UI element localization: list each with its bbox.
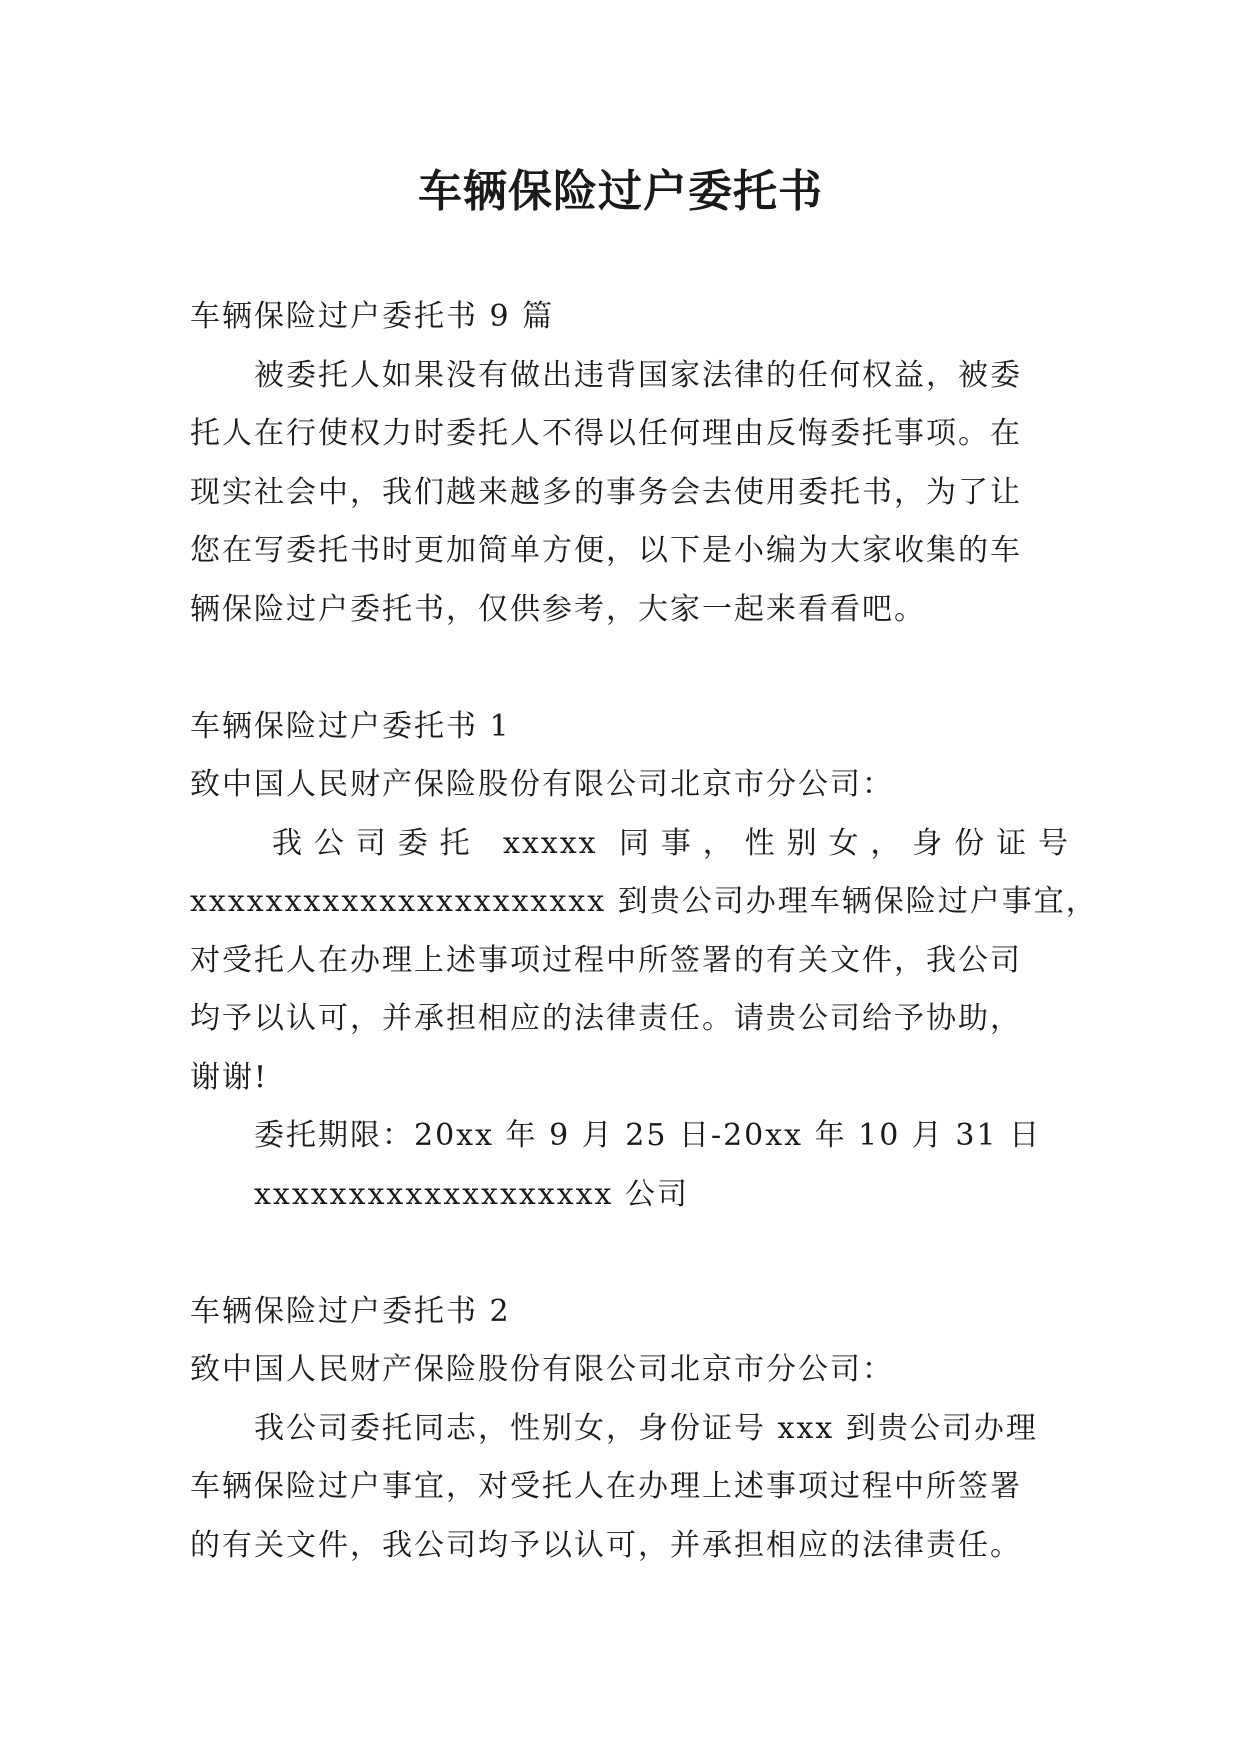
document-title: 车辆保险过户委托书 (418, 166, 823, 217)
document-body (190, 288, 1098, 1575)
section1-line: 谢谢! (190, 1059, 269, 1095)
section1-company: xxxxxxxxxxxxxxxxxxx 公司 (254, 1176, 689, 1212)
intro-line: 被委托人如果没有做出违背国家法律的任何权益，被委 (254, 357, 1022, 393)
section2-line: 我公司委托同志，性别女，身份证号 xxx 到贵公司办理 (254, 1410, 1038, 1446)
section2-heading: 车辆保险过户委托书 2 (190, 1293, 511, 1329)
spacer (190, 639, 1070, 698)
section1-line: 均予以认可，并承担相应的法律责任。请贵公司给予协助， (190, 1001, 1022, 1036)
section1-heading: 车辆保险过户委托书 1 (190, 708, 511, 744)
section1-line: 我公司委托 xxxxx 同事，性别女，身份证号 (272, 825, 1070, 861)
intro-line: 您在写委托书时更加简单方便，以下是小编为大家收集的车 (190, 533, 1022, 568)
intro-line: 辆保险过户委托书，仅供参考，大家一起来看看吧。 (190, 591, 926, 627)
section1-line: xxxxxxxxxxxxxxxxxxxxxx 到贵公司办理车辆保险过户事宜， (190, 884, 1098, 919)
section1-period: 委托期限：20xx 年 9 月 25 日-20xx 年 10 月 31 日 (254, 1118, 1042, 1153)
intro-line: 托人在行使权力时委托人不得以任何理由反悔委托事项。在 (190, 416, 1022, 451)
section2-line: 车辆保险过户事宜，对受托人在办理上述事项过程中所签署 (190, 1469, 1022, 1504)
section1-recipient: 致中国人民财产保险股份有限公司北京市分公司： (190, 767, 894, 802)
spacer (190, 1224, 1070, 1283)
section2-recipient: 致中国人民财产保险股份有限公司北京市分公司： (190, 1352, 894, 1387)
section1-line: 对受托人在办理上述事项过程中所签署的有关文件，我公司 (190, 942, 1022, 978)
intro-heading: 车辆保险过户委托书 9 篇 (190, 299, 555, 334)
intro-line: 现实社会中，我们越来越多的事务会去使用委托书，为了让 (190, 474, 1022, 510)
section2-line: 的有关文件，我公司均予以认可，并承担相应的法律责任。 (190, 1527, 1022, 1563)
